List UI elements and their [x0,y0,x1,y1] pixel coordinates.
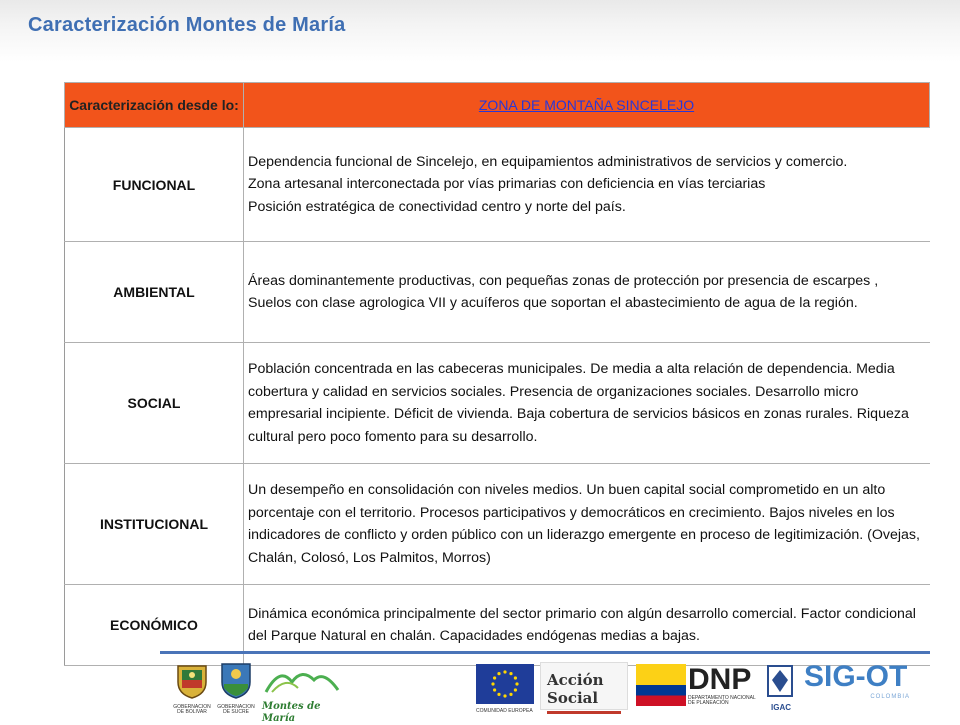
table-row [65,128,930,242]
row-text-funcional [244,128,930,242]
row-text-institucional [244,464,930,585]
union-europea-text: COMUNIDAD EUROPEA [476,708,533,714]
row-label-institucional: INSTITUCIONAL [65,464,244,585]
dnp-text: DNP [688,663,752,696]
colombia-flag-logo [636,664,686,706]
row-text: Áreas dominantemente productivas, con pequeñas zonas de protección por presencia de escarpes , Suelos con clase agrologica VII y acuíferos que soportan el abastecimiento de agua de la región. [248,272,879,311]
row-label-funcional: FUNCIONAL [65,128,244,242]
union-europea-logo [476,664,538,714]
accion-social-bar [547,711,621,714]
table-row [65,242,930,343]
row-text: Población concentrada en las cabeceras municipales. De media a alta relación de dependencia. Media cobertura y calidad en servicios sociales. Presencia de organizaciones sociales. Desarrollo micro empresarial incipiente. Déficit de vivienda. Baja cobertura de servicios básicos en zonas rurales. Riqueza cultural pero poco fomento para su desarrollo. [248,361,909,445]
footer-divider [160,651,930,654]
row-text: Dinámica económica principalmente del sector primario con algún desarrollo comercial. Factor condicional del Parque Natural en chalán. Capacidades endógenas medias a bajas. [248,605,916,644]
gob-bolivar-text: GOBERNACION DE BOLIVAR [173,704,211,715]
mountain-icon [262,662,342,696]
characterization-table [64,82,930,666]
gobernacion-sucre-logo [216,660,256,715]
gob-sucre-text: GOBERNACION DE SUCRE [217,704,255,715]
table-row [65,464,930,585]
row-label-economico: ECONÓMICO [65,585,244,666]
sigot-text: SIG-OT [804,660,908,693]
montes-logo-text: Montes de María [262,701,321,724]
col-header-zone-link[interactable]: ZONA DE MONTAÑA SINCELEJO [244,83,930,128]
row-text: Un desempeño en consolidación con niveles medios. Un buen capital social comprometido en un alto porcentaje con el territorio. Procesos participativos y democráticos en crecimiento. Bajos niveles en los indicadores de conflicto y orden público con un liderazgo emergente en proceso de legitimización. (Ovejas, Chalán, Colosó, Los Palmitos, Morros) [248,482,920,566]
row-label-social: SOCIAL [65,343,244,464]
montes-de-maria-logo [262,662,342,724]
row-text-social [244,343,930,464]
col-header-characterization: Caracterización desde lo: [65,83,244,128]
characterization-table-wrap [64,82,930,666]
dnp-sub-text: DEPARTAMENTO NACIONAL DE PLANEACIÓN [688,695,756,706]
sigot-sub-text: COLOMBIA [870,694,910,700]
sucre-shield-icon [216,660,256,700]
igac-shield-icon [766,664,794,698]
accion-social-logo [540,662,628,710]
row-text: Dependencia funcional de Sincelejo, en equipamientos administrativos de servicios y comercio. Zona artesanal interconectada por vías primarias con deficiencia en vías terciarias Posición estratégica de conectividad centro y norte del país. [248,153,848,215]
igac-text: IGAC [771,703,791,712]
table-row [65,343,930,464]
gobernacion-bolivar-logo [172,660,212,715]
colombia-flag-icon [636,664,686,706]
bolivar-shield-icon [172,660,212,700]
igac-logo [766,664,796,710]
page-title: Caracterización Montes de María [28,14,346,36]
table-header-row [65,83,930,128]
eu-flag-icon [476,664,534,704]
row-label-ambiental: AMBIENTAL [65,242,244,343]
row-text-ambiental [244,242,930,343]
dnp-logo [688,664,760,710]
sigot-logo [804,660,916,710]
accion-social-text: Acción Social [547,671,604,707]
